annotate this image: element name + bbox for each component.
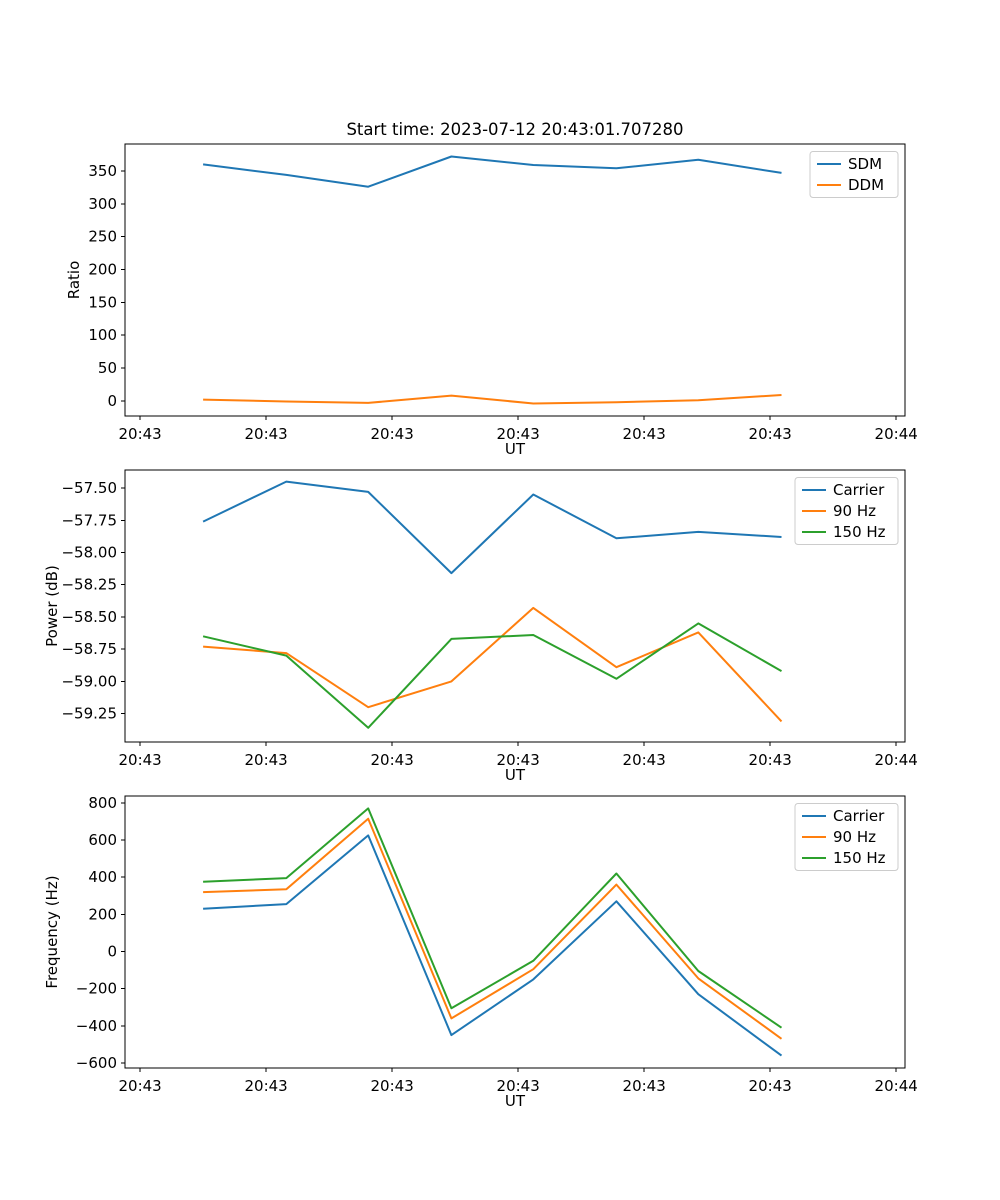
x-tick-label: 20:43 <box>244 751 288 769</box>
y-tick-label: −600 <box>75 1053 117 1072</box>
y-tick-label: 200 <box>88 905 117 924</box>
y-tick-label: −58.50 <box>61 607 117 626</box>
x-tick-label: 20:43 <box>370 1077 414 1095</box>
150-hz-line <box>203 623 781 727</box>
legend-label-150-hz: 150 Hz <box>833 849 886 867</box>
x-tick-label: 20:43 <box>496 751 540 769</box>
x-axis-label: UT <box>504 440 526 458</box>
y-tick-label: −400 <box>75 1016 117 1035</box>
90-hz-line <box>203 819 781 1039</box>
x-tick-label: 20:43 <box>118 425 162 443</box>
y-tick-label: 0 <box>107 942 117 961</box>
plot-frame <box>125 144 905 416</box>
x-tick-label: 20:43 <box>622 1077 666 1095</box>
y-tick-label: −57.75 <box>61 511 117 530</box>
y-tick-label: 50 <box>97 359 117 378</box>
x-axis-label: UT <box>504 766 526 784</box>
y-axis-label: Ratio <box>65 260 83 300</box>
y-tick-label: −57.50 <box>61 479 117 498</box>
legend-label-90-hz: 90 Hz <box>833 502 877 520</box>
y-tick-label: 800 <box>88 793 117 812</box>
x-tick-label: 20:43 <box>622 425 666 443</box>
x-tick-label: 20:43 <box>748 1077 792 1095</box>
y-tick-label: −59.00 <box>61 672 117 691</box>
x-tick-label: 20:44 <box>874 751 918 769</box>
legend-label-ddm: DDM <box>848 176 885 194</box>
figure-title: Start time: 2023-07-12 20:43:01.707280 <box>346 120 684 139</box>
carrier-line <box>203 835 781 1055</box>
y-tick-label: −59.25 <box>61 704 117 723</box>
chart-1 <box>43 470 918 784</box>
x-tick-label: 20:43 <box>622 751 666 769</box>
x-tick-label: 20:43 <box>118 1077 162 1095</box>
legend <box>810 152 898 198</box>
legend-label-carrier: Carrier <box>833 807 885 825</box>
x-tick-label: 20:43 <box>118 751 162 769</box>
y-tick-label: 250 <box>88 227 117 246</box>
y-tick-label: 300 <box>88 194 117 213</box>
y-tick-label: 600 <box>88 831 117 850</box>
y-tick-label: −58.25 <box>61 575 117 594</box>
y-axis-label: Frequency (Hz) <box>43 875 61 989</box>
y-tick-label: −58.00 <box>61 543 117 562</box>
x-tick-label: 20:44 <box>874 1077 918 1095</box>
y-tick-label: 350 <box>88 161 117 180</box>
x-tick-label: 20:43 <box>244 425 288 443</box>
legend-label-90-hz: 90 Hz <box>833 828 877 846</box>
legend-label-sdm: SDM <box>848 155 883 173</box>
y-tick-label: 200 <box>88 260 117 279</box>
y-tick-label: 150 <box>88 293 117 312</box>
legend <box>795 804 898 871</box>
ddm-line <box>203 395 781 404</box>
x-tick-label: 20:43 <box>748 425 792 443</box>
y-tick-label: 0 <box>107 391 117 410</box>
sdm-line <box>203 157 781 187</box>
chart-2 <box>43 794 918 1110</box>
x-tick-label: 20:43 <box>244 1077 288 1095</box>
x-tick-label: 20:43 <box>748 751 792 769</box>
x-tick-label: 20:44 <box>874 425 918 443</box>
carrier-line <box>203 482 781 573</box>
y-tick-label: −58.75 <box>61 640 117 659</box>
legend-label-carrier: Carrier <box>833 481 885 499</box>
legend-label-150-hz: 150 Hz <box>833 523 886 541</box>
chart-0 <box>65 144 918 458</box>
legend <box>795 478 898 545</box>
x-tick-label: 20:43 <box>496 425 540 443</box>
plot-frame <box>125 796 905 1068</box>
y-tick-label: −200 <box>75 979 117 998</box>
x-tick-label: 20:43 <box>370 751 414 769</box>
y-tick-label: 400 <box>88 868 117 887</box>
y-axis-label: Power (dB) <box>43 565 61 647</box>
y-tick-label: 100 <box>88 326 117 345</box>
x-tick-label: 20:43 <box>496 1077 540 1095</box>
x-axis-label: UT <box>504 1092 526 1110</box>
x-tick-label: 20:43 <box>370 425 414 443</box>
